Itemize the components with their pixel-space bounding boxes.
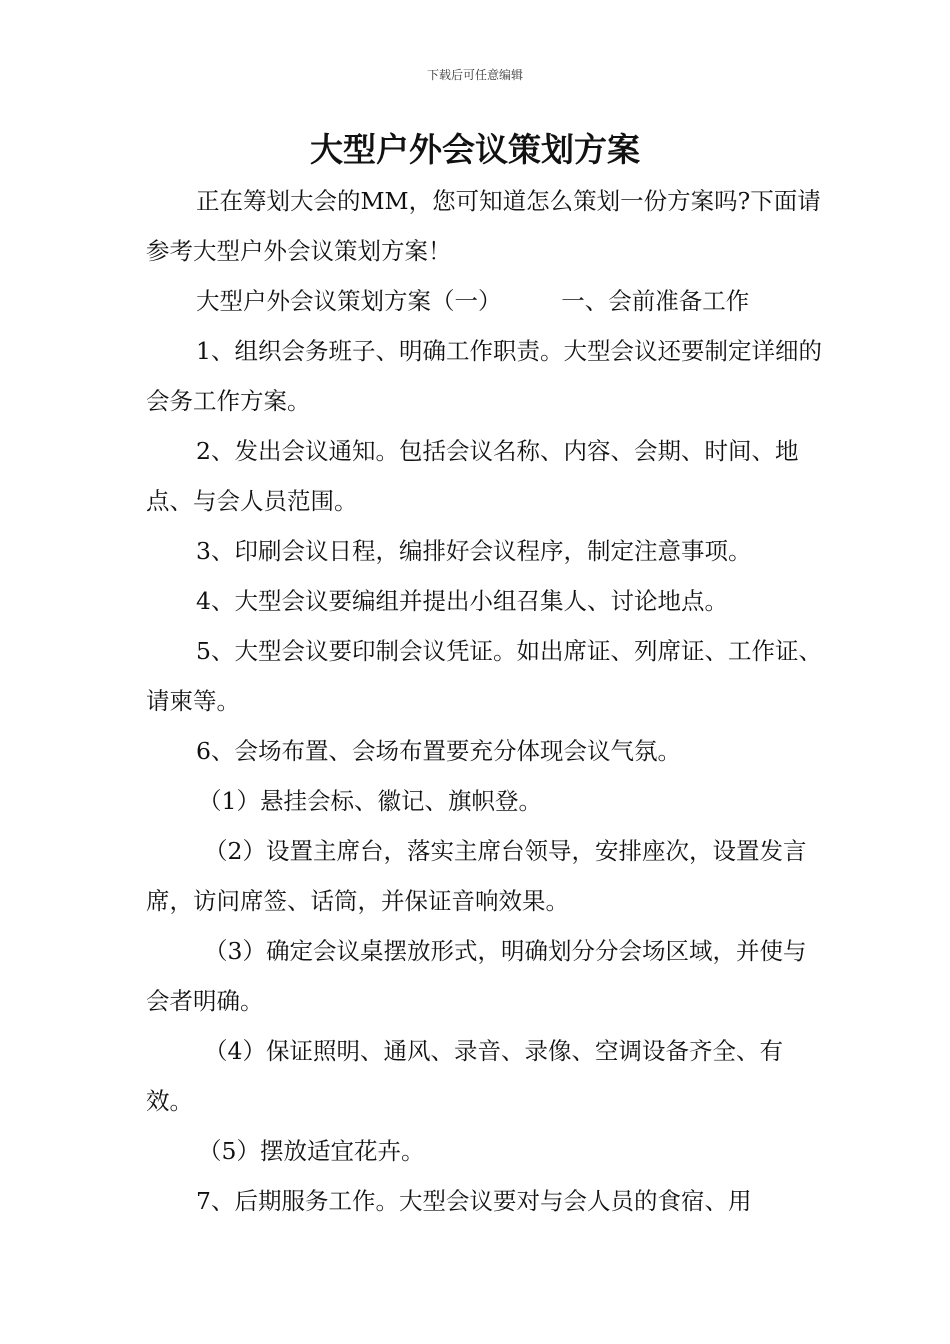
list-item: 6、会场布置、会场布置要充分体现会议气氛。 [196,737,681,765]
sub-list-item: （4）保证照明、通风、录音、录像、空调设备齐全、有效。 [146,1037,783,1115]
document-body [146,176,826,1226]
list-item: 1、组织会务班子、明确工作职责。大型会议还要制定详细的会务工作方案。 [146,337,822,415]
header-note: 下载后可任意编辑 [426,68,523,82]
list-item: 3、印刷会议日程，编排好会议程序，制定注意事项。 [196,537,752,565]
sub-list-item: （1）悬挂会标、徽记、旗帜登。 [198,787,542,815]
sub-list-item: （3）确定会议桌摆放形式，明确划分分会场区域，并使与会者明确。 [146,937,807,1015]
sub-list-item: （5）摆放适宜花卉。 [198,1137,425,1165]
list-item: 7、后期服务工作。大型会议要对与会人员的食宿、用 [196,1187,752,1215]
intro-paragraph: 正在筹划大会的MM，您可知道怎么策划一份方案吗?下面请参考大型户外会议策划方案！ [146,187,821,265]
list-item: 2、发出会议通知。包括会议名称、内容、会期、时间、地点、与会人员范围。 [146,437,799,515]
list-item: 5、大型会议要印制会议凭证。如出席证、列席证、工作证、请柬等。 [146,637,822,715]
list-item: 4、大型会议要编组并提出小组召集人、讨论地点。 [196,587,728,615]
sub-list-item: （2）设置主席台，落实主席台领导，安排座次，设置发言席，访问席签、话筒，并保证音响效果。 [146,837,807,915]
section-heading: 大型户外会议策划方案（一） 一、会前准备工作 [196,287,750,315]
document-title: 大型户外会议策划方案 [310,130,640,169]
